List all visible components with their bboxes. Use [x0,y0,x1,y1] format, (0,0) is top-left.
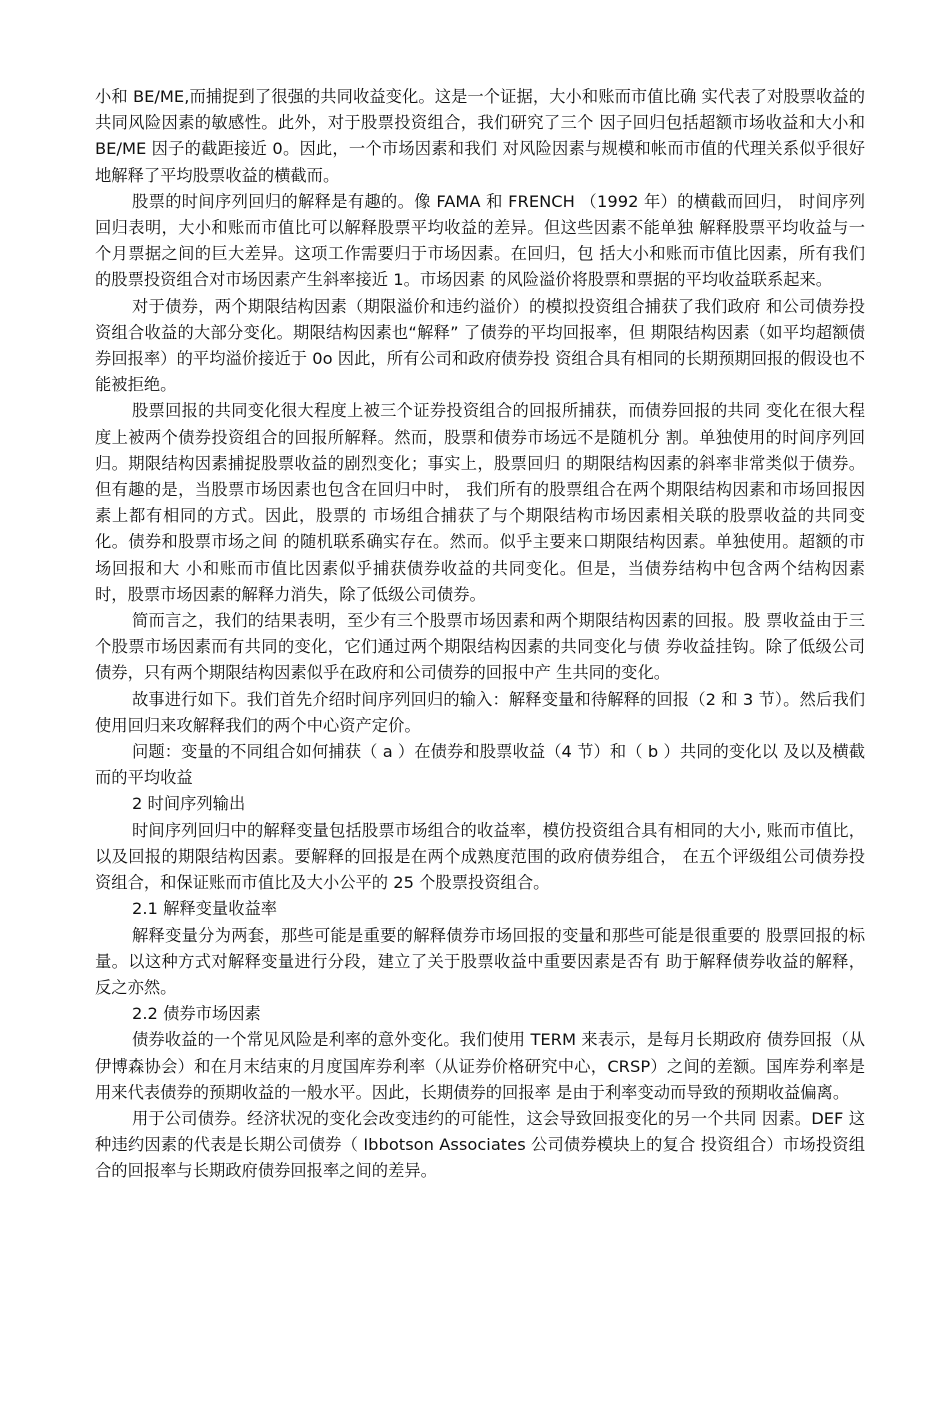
paragraph-summary: 简而言之，我们的结果表明，至少有三个股票市场因素和两个期限结构因素的回报。股 票收益由于三个股票市场因素而有共同的变化，它们通过两个期限结构因素的共同变化与债 券收益挂钩。除了低级公司债券，只有两个期限结构因素似乎在政府和公司债券的回报中产 生共同的变化。 [95,611,865,683]
document-page [95,84,865,1185]
section-2-1-paragraph: 解释变量分为两套，那些可能是重要的解释债券市场回报的变量和那些可能是很重要的 股票回报的标量。以这种方式对解释变量进行分段，建立了关于股票收益中重要因素是否有 助于解释债券收益的解释，反之亦然。 [95,925,865,997]
paragraph-common-variation: 股票回报的共同变化很大程度上被三个证券投资组合的回报所捕获，而债券回报的共同 变化在很大程度上被两个债券投资组合的回报所解释。然而，股票和债券市场远不是随机分 割。单独使用的时间序列回归。期限结构因素捕捉股票收益的剧烈变化；事实上，股票回归 的期限结构因素的斜率非常类似于债券。但有趣的是，当股票市场因素也包含在回归中时， 我们所有的股票组合在两个期限结构因素和市场回报因素上都有相同的方式。因此，股票的 市场组合捕获了与个期限结构市场因素相关联的股票收益的共同变化。债券和股票市场之间 的随机联系确实存在。然而。似乎主要来口期限结构因素。单独使用。超额的市场回报和大 小和账而市值比因素似乎捕获债券收益的共同变化。但是，当债券结构中包含两个结构因素 时，股票市场因素的解释力消失，除了低级公司债券。 [95,401,865,604]
paragraph-story: 故事进行如下。我们首先介绍时间序列回归的输入：解释变量和待解释的回报（2 和 3 节）。然后我们使用回归来攻解释我们的两个中心资产定价。 [95,689,865,735]
section-2-1-heading: 2.1 解释变量收益率 [132,899,278,919]
paragraph-question: 问题：变量的不同组合如何捕获（ a ）在债券和股票收益（4 节）和（ b ）共同的变化以 及以及横截而的平均收益 [95,742,865,788]
section-2-paragraph: 时间序列回归中的解释变量包括股票市场组合的收益率，模仿投资组合具有相同的大小, 账而市值比，以及回报的期限结构因素。要解释的回报是在两个成熟度范围的政府债券组合， 在五个评级组公司债券投资组合，和保证账而市值比及大小公平的 25 个股票投资组合。 [95,820,865,893]
section-2-2-paragraph-2: 用于公司债券。经济状况的变化会改变违约的可能性，这会导致回报变化的另一个共同 因素。DEF 这种违约因素的代表是长期公司债券（ Ibbotson Associates 公司债券模块上的复合 投资组合）市场投资组合的回报率与长期政府债券回报率之间的差异。 [95,1108,865,1181]
paragraph-bonds: 对于债券，两个期限结构因素（期限溢价和违约溢价）的模拟投资组合捕获了我们政府 和公司债券投资组合收益的大部分变化。期限结构因素也“解释” 了债券的平均回报率，但 期限结构因素（如平均超额债券回报率）的平均溢价接近于 0o 因此，所有公司和政府债券投 资组合具有相同的长期预期回报的假设也不能被拒绝。 [95,296,865,395]
section-2-2-paragraph-1: 债券收益的一个常见风险是利率的意外变化。我们使用 TERM 来表示，是每月长期政府 债券回报（从伊博森协会）和在月末结束的月度国库券利率（从证券价格研究中心，CRSP）之间的差额。国库券利率是用来代表债券的预期收益的一般水平。因此，长期债券的回报率 是由于利率变动而导致的预期收益偏离。 [95,1030,865,1102]
section-2-heading: 2 时间序列输出 [132,794,246,814]
section-2-2-heading: 2.2 债券市场因素 [132,1004,261,1024]
paragraph-continuation: 小和 BE/ME,而捕捉到了很强的共同收益变化。这是一个证据，大小和账而市值比确 实代表了对股票收益的共同风险因素的敏感性。此外，对于股票投资组合，我们研究了三个 因子回归包括超额市场收益和大小和 BE/ME 因子的截距接近 0。因此，一个市场因素和我们 对风险因素与规模和帐而市值的代理关系似乎很好地解释了平均股票收益的横截而。 [95,87,865,185]
paragraph-stock-regression: 股票的时间序列回归的解释是有趣的。像 FAMA 和 FRENCH （1992 年）的横截而回归， 时间序列回归表明，大小和账而市值比可以解释股票平均收益的差异。但这些因素不能单独 解释股票平均收益与一个月票据之间的巨大差异。这项工作需要归于市场因素。在回归，包 括大小和账而市值比因素，所有我们的股票投资组合对市场因素产生斜率接近 1。市场因素 的风险溢价将股票和票据的平均收益联系起来。 [95,191,865,290]
